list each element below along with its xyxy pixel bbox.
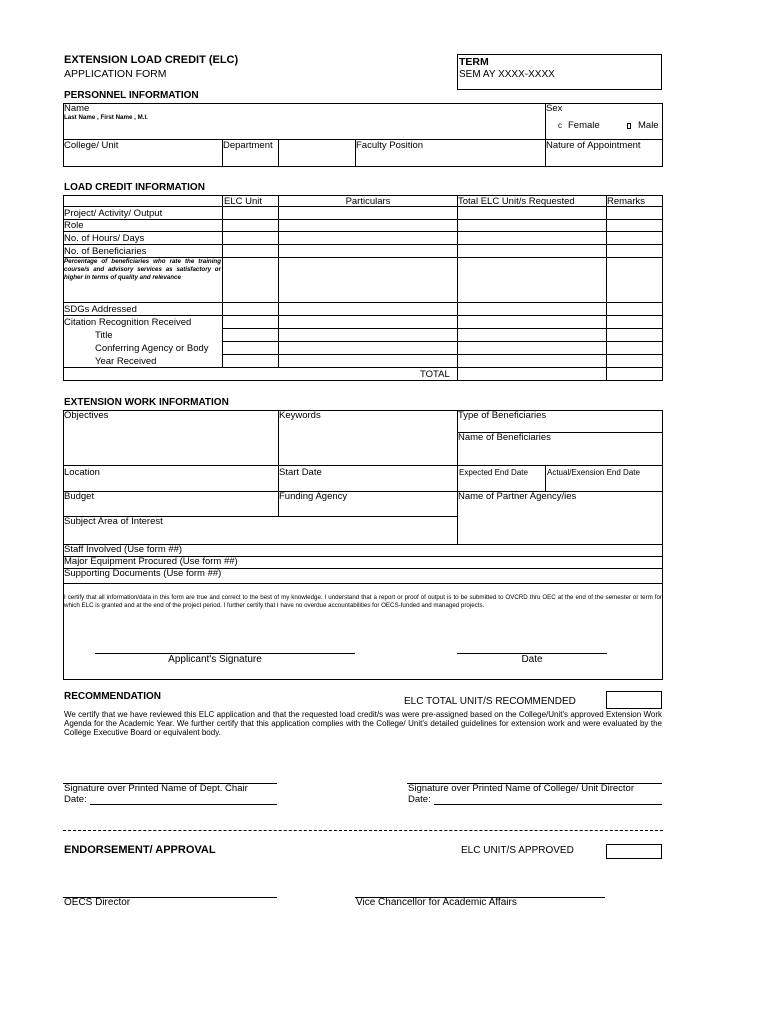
- col-particulars: Particulars: [345, 196, 391, 207]
- applicant-signature-label: Applicant's Signature: [168, 654, 262, 665]
- sex-label: Sex: [546, 103, 563, 114]
- funding-agency-label: Funding Agency: [279, 491, 348, 502]
- appointment-label: Nature of Appointment: [546, 140, 641, 151]
- department-label: Department: [223, 140, 273, 151]
- supporting-docs-label: Supporting Documents (Use form ##): [64, 568, 222, 579]
- endorsement-heading: ENDORSEMENT/ APPROVAL: [64, 844, 216, 856]
- actual-end-label: Actual/Exension End Date: [547, 468, 640, 477]
- row-sdgs-label: SDGs Addressed: [64, 304, 137, 315]
- total-recommended-label: ELC TOTAL UNIT/S RECOMMENDED: [404, 696, 576, 707]
- col-elc-unit: ELC Unit: [224, 196, 263, 207]
- total-label: TOTAL: [420, 369, 450, 380]
- row-role-label: Role: [64, 220, 84, 231]
- row-hours-label: No. of Hours/ Days: [64, 233, 145, 244]
- row-project-label: Project/ Activity/ Output: [64, 208, 163, 219]
- director-date-label: Date:: [408, 794, 431, 805]
- college-label: College/ Unit: [64, 140, 119, 151]
- partner-agency-label: Name of Partner Agency/ies: [458, 491, 577, 502]
- row-title-label: Title: [95, 330, 113, 341]
- name-hint: Last Name , First Name , M.I.: [64, 114, 148, 121]
- female-option-label: Female: [568, 120, 600, 131]
- col-total-requested: Total ELC Unit/s Requested: [458, 196, 575, 207]
- start-date-label: Start Date: [279, 467, 322, 478]
- vice-chancellor-label: Vice Chancellor for Academic Affairs: [356, 897, 517, 908]
- extension-heading: EXTENSION WORK INFORMATION: [64, 397, 229, 408]
- budget-label: Budget: [64, 491, 95, 502]
- staff-involved-label: Staff Involved (Use form ##): [64, 544, 183, 555]
- director-date-line[interactable]: [434, 804, 662, 805]
- form-subtitle: APPLICATION FORM: [64, 68, 167, 80]
- recommendation-statement: We certify that we have reviewed this ELC application and that the requested load credit/s was were pre-assigned based on the College/Unit's approved Extension Work Agenda for the Academic Year. We further certify that this application complies with the College/ Unit's detailed guidelines for extension work and were evaluated by the College Executive Board or equivalent body.: [64, 710, 662, 737]
- name-beneficiaries-label: Name of Beneficiaries: [458, 432, 551, 443]
- type-beneficiaries-label: Type of Beneficiaries: [458, 410, 547, 421]
- row-agency-label: Conferring Agency or Body: [95, 343, 209, 354]
- male-option-label: Male: [638, 120, 659, 131]
- location-label: Location: [64, 467, 100, 478]
- subject-area-label: Subject Area of Interest: [64, 516, 163, 527]
- dept-chair-label: Signature over Printed Name of Dept. Chair: [64, 783, 248, 794]
- personnel-heading: PERSONNEL INFORMATION: [64, 90, 199, 101]
- objectives-label: Objectives: [64, 410, 109, 421]
- dashed-separator: [63, 830, 663, 831]
- expected-end-label: Expected End Date: [459, 468, 528, 477]
- term-box[interactable]: [457, 54, 662, 90]
- dept-chair-date-line[interactable]: [90, 804, 277, 805]
- load-credit-heading: LOAD CREDIT INFORMATION: [64, 182, 205, 193]
- row-beneficiaries-label: No. of Beneficiaries: [64, 246, 147, 257]
- term-value: SEM AY XXXX-XXXX: [459, 69, 555, 80]
- term-label: TERM: [459, 56, 489, 68]
- name-label: Name: [64, 103, 90, 114]
- name-field[interactable]: [64, 123, 544, 138]
- certification-text: I certify that all information/data in this form are true and correct to the best of my knowledge. I understand that a report or proof of output is to be submitted to OVCRD thru OEC at the end of the semester or term for which ELC is granted and at the end of the project period. I further certify that I have no overdue accountabilities for OECS-funded and managed projects.: [64, 594, 662, 609]
- female-radio-icon[interactable]: c: [558, 121, 562, 130]
- row-percentage-label: Percentage of beneficiaries who rate the training course/s and advisory services as satisfactory or higher in terms of quality and relevance: [64, 258, 221, 281]
- oecs-director-label: OECS Director: [64, 897, 131, 908]
- keywords-label: Keywords: [279, 410, 321, 421]
- recommendation-heading: RECOMMENDATION: [64, 691, 162, 702]
- equipment-label: Major Equipment Procured (Use form ##): [64, 556, 238, 567]
- row-citation-label: Citation Recognition Received: [64, 317, 192, 328]
- faculty-position-label: Faculty Position: [356, 140, 424, 151]
- units-approved-field[interactable]: [606, 844, 662, 859]
- director-label: Signature over Printed Name of College/ Unit Director: [408, 783, 634, 794]
- total-recommended-field[interactable]: [606, 691, 662, 709]
- units-approved-label: ELC UNIT/S APPROVED: [461, 845, 574, 856]
- dept-chair-date-label: Date:: [64, 794, 87, 805]
- col-remarks: Remarks: [607, 196, 646, 207]
- row-year-label: Year Received: [95, 356, 157, 367]
- male-checkbox-icon[interactable]: [627, 123, 631, 129]
- form-title: EXTENSION LOAD CREDIT (ELC): [64, 54, 239, 66]
- applicant-date-label: Date: [521, 654, 543, 665]
